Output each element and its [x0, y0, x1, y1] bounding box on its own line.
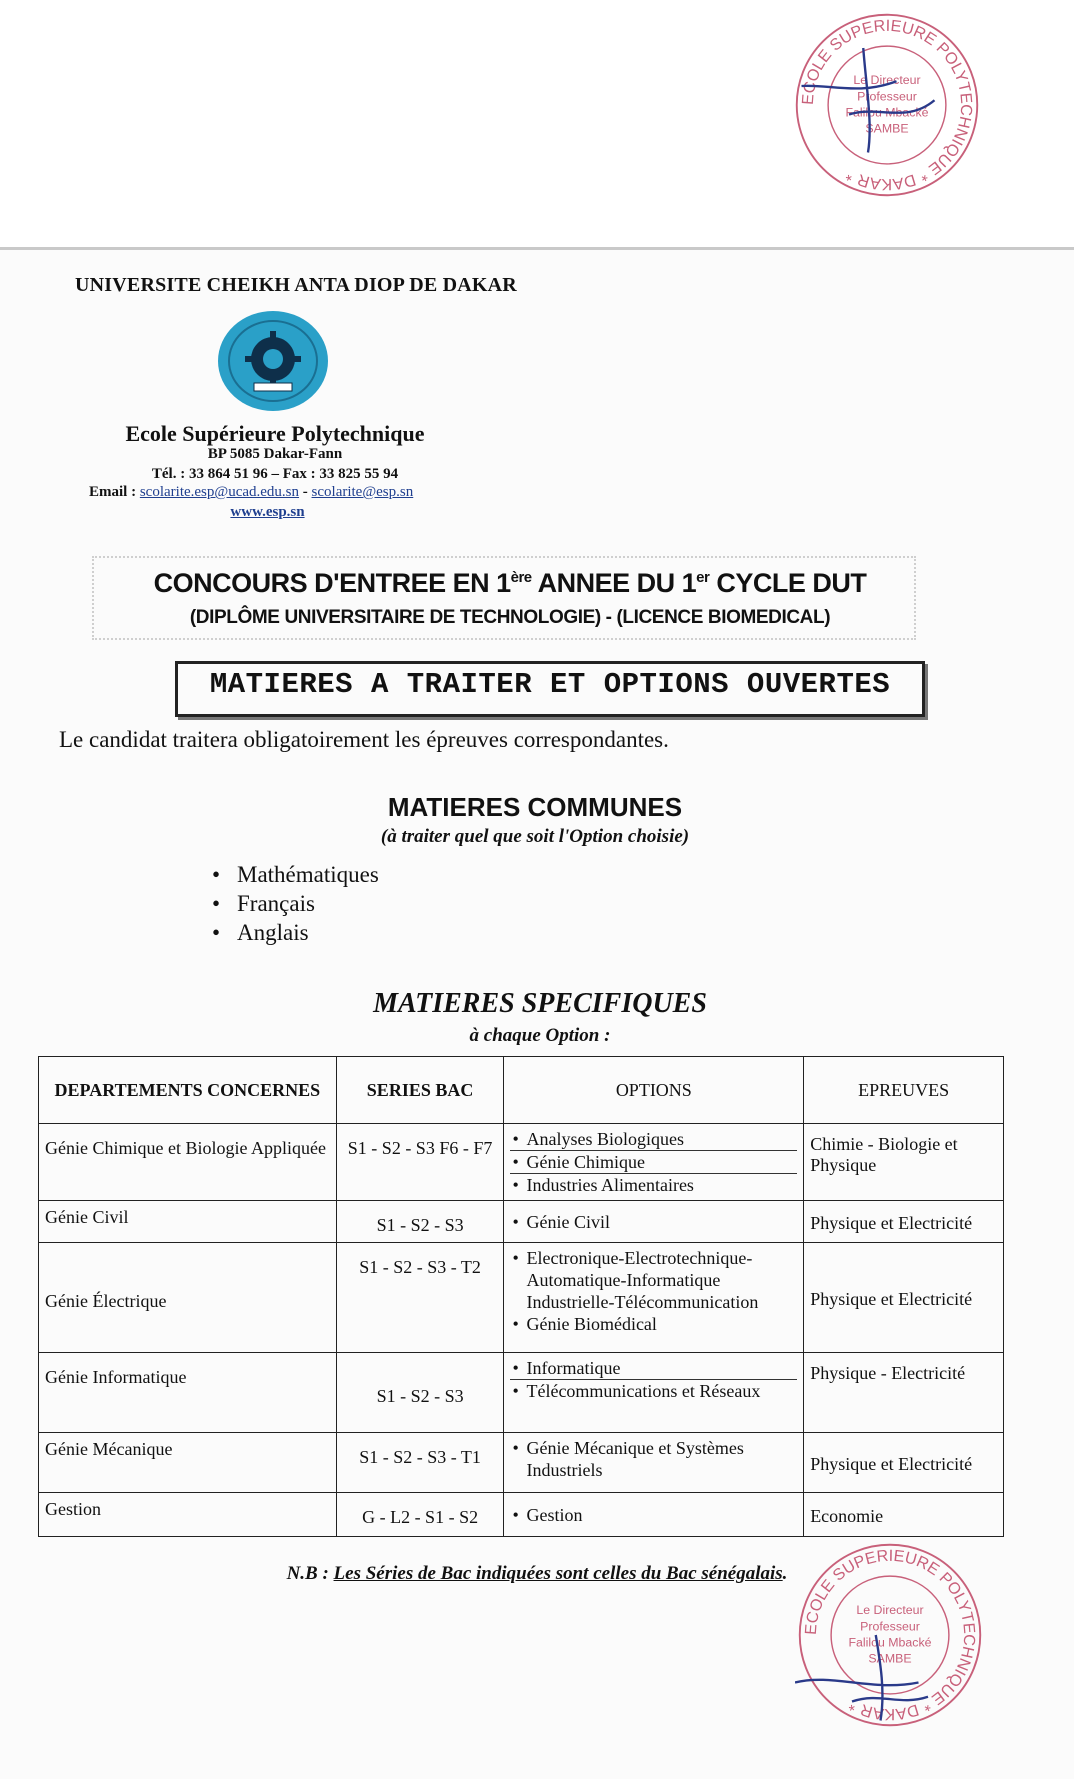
option-item: • Génie Biomédical [510, 1313, 797, 1335]
series-cell: S1 - S2 - S3 [336, 1353, 504, 1433]
table-row [39, 1353, 1004, 1433]
concours-title-part: CYCLE DUT [709, 568, 867, 598]
svg-text:Le Directeur: Le Directeur [853, 73, 921, 88]
ordinal-suffix: er [696, 569, 710, 586]
series-cell: S1 - S2 - S3 [336, 1201, 504, 1243]
list-item: • Français [212, 891, 379, 920]
dept-cell: Génie Mécanique [39, 1433, 337, 1493]
email-separator: - [302, 484, 308, 500]
dept-cell: Gestion [39, 1493, 337, 1537]
epreuves-cell: Physique - Electricité [804, 1353, 1004, 1433]
email-link-ucad[interactable]: scolarite.esp@ucad.edu.sn [139, 484, 300, 500]
header-options: OPTIONS [504, 1057, 804, 1124]
options-cell [504, 1493, 804, 1537]
series-cell: S1 - S2 - S3 F6 - F7 [336, 1124, 504, 1201]
header-epreuves: EPREUVES [804, 1057, 1004, 1124]
option-item: • Génie Chimique [510, 1151, 797, 1174]
options-cell [504, 1243, 804, 1353]
specific-subjects-title: MATIERES SPECIFIQUES [373, 988, 707, 1019]
svg-text:Professeur: Professeur [860, 1619, 920, 1634]
table-header-row [39, 1057, 1004, 1124]
option-item: • Génie Mécanique et Systèmes Industriels [510, 1437, 797, 1481]
specific-subjects-subtitle: à chaque Option : [469, 1025, 611, 1046]
epreuves-cell: Physique et Electricité [804, 1433, 1004, 1493]
common-subjects-list [212, 862, 379, 949]
options-cell [504, 1124, 804, 1201]
nb-label: N.B : [286, 1563, 334, 1584]
table-row [39, 1493, 1004, 1537]
svg-text:Professeur: Professeur [857, 89, 917, 104]
series-cell: G - L2 - S1 - S2 [336, 1493, 504, 1537]
ordinal-suffix: ère [510, 569, 532, 586]
header-series: SERIES BAC [336, 1057, 504, 1124]
school-name: Ecole Supérieure Polytechnique [125, 421, 425, 446]
dept-cell: Génie Civil [39, 1201, 337, 1243]
concours-title [100, 568, 920, 599]
dept-cell: Génie Électrique [39, 1243, 337, 1353]
epreuves-cell: Physique et Electricité [804, 1243, 1004, 1353]
svg-text:SAMBE: SAMBE [865, 121, 909, 136]
svg-text:ECOLE SUPERIEURE POLYTECHNIQUE: ECOLE SUPERIEURE POLYTECHNIQUE * DAKAR * [801, 1546, 979, 1724]
intro-text: Le candidat traitera obligatoirement les épreuves correspondantes. [59, 727, 669, 752]
option-item: • Electronique-Electrotechnique-Automatique-Informatique Industrielle-Télécommunication [510, 1247, 797, 1313]
option-item: • Télécommunications et Réseaux [510, 1380, 797, 1402]
option-item: • Gestion [510, 1504, 797, 1526]
svg-text:Falilou Mbacké: Falilou Mbacké [848, 1635, 932, 1650]
common-subjects-subtitle: (à traiter quel que soit l'Option choisie) [380, 826, 690, 847]
epreuves-cell: Physique et Electricité [804, 1201, 1004, 1243]
nb-end: . [782, 1563, 788, 1584]
series-cell: S1 - S2 - S3 - T1 [336, 1433, 504, 1493]
option-item: • Industries Alimentaires [510, 1174, 797, 1196]
svg-text:SAMBE: SAMBE [868, 1651, 912, 1666]
options-cell [504, 1433, 804, 1493]
svg-text:Le Directeur: Le Directeur [856, 1603, 924, 1618]
epreuves-cell: Chimie - Biologie et Physique [804, 1124, 1004, 1201]
option-item: • Génie Civil [510, 1211, 797, 1233]
nb-text: Les Séries de Bac indiquées sont celles du Bac sénégalais [333, 1563, 783, 1584]
dept-cell: Génie Informatique [39, 1353, 337, 1433]
website-link[interactable]: www.esp.sn [230, 504, 305, 520]
matieres-title: MATIERES A TRAITER ET OPTIONS OUVERTES [209, 668, 891, 701]
university-name: UNIVERSITE CHEIKH ANTA DIOP DE DAKAR [75, 274, 517, 296]
concours-title-part: ANNEE DU 1 [531, 568, 697, 598]
phone-fax: Tél. : 33 864 51 96 – Fax : 33 825 55 94 [151, 466, 399, 482]
postal-address: BP 5085 Dakar-Fann [207, 446, 343, 462]
list-item: • Anglais [212, 920, 379, 949]
svg-text:ECOLE SUPERIEURE POLYTECHNIQUE: ECOLE SUPERIEURE POLYTECHNIQUE * DAKAR * [798, 16, 976, 194]
dept-cell: Génie Chimique et Biologie Appliquée [39, 1124, 337, 1201]
epreuves-cell: Economie [804, 1493, 1004, 1537]
esp-logo-icon [216, 309, 330, 413]
email-label: Email : [89, 484, 137, 500]
diploma-subtitle: (DIPLÔME UNIVERSITAIRE DE TECHNOLOGIE) - (LICENCE BIOMEDICAL) [189, 607, 831, 628]
email-link-esp[interactable]: scolarite@esp.sn [311, 484, 414, 500]
header-departements: DEPARTEMENTS CONCERNES [39, 1057, 337, 1124]
table-row [39, 1243, 1004, 1353]
official-stamp-icon [795, 1540, 985, 1730]
svg-text:Falilou Mbacké: Falilou Mbacké [845, 105, 929, 120]
option-item: • Informatique [510, 1357, 797, 1380]
list-item: • Mathématiques [212, 862, 379, 891]
options-cell [504, 1353, 804, 1433]
option-item: • Analyses Biologiques [510, 1128, 797, 1151]
email-line [89, 484, 413, 501]
official-stamp-icon [792, 10, 982, 200]
table-row [39, 1201, 1004, 1243]
subjects-table [38, 1056, 1004, 1537]
common-subjects-title: MATIERES COMMUNES [387, 792, 683, 822]
options-cell [504, 1201, 804, 1243]
table-row [39, 1433, 1004, 1493]
concours-title-part: CONCOURS D'ENTREE EN 1 [153, 568, 511, 598]
table-row [39, 1124, 1004, 1201]
series-cell: S1 - S2 - S3 - T2 [336, 1243, 504, 1353]
